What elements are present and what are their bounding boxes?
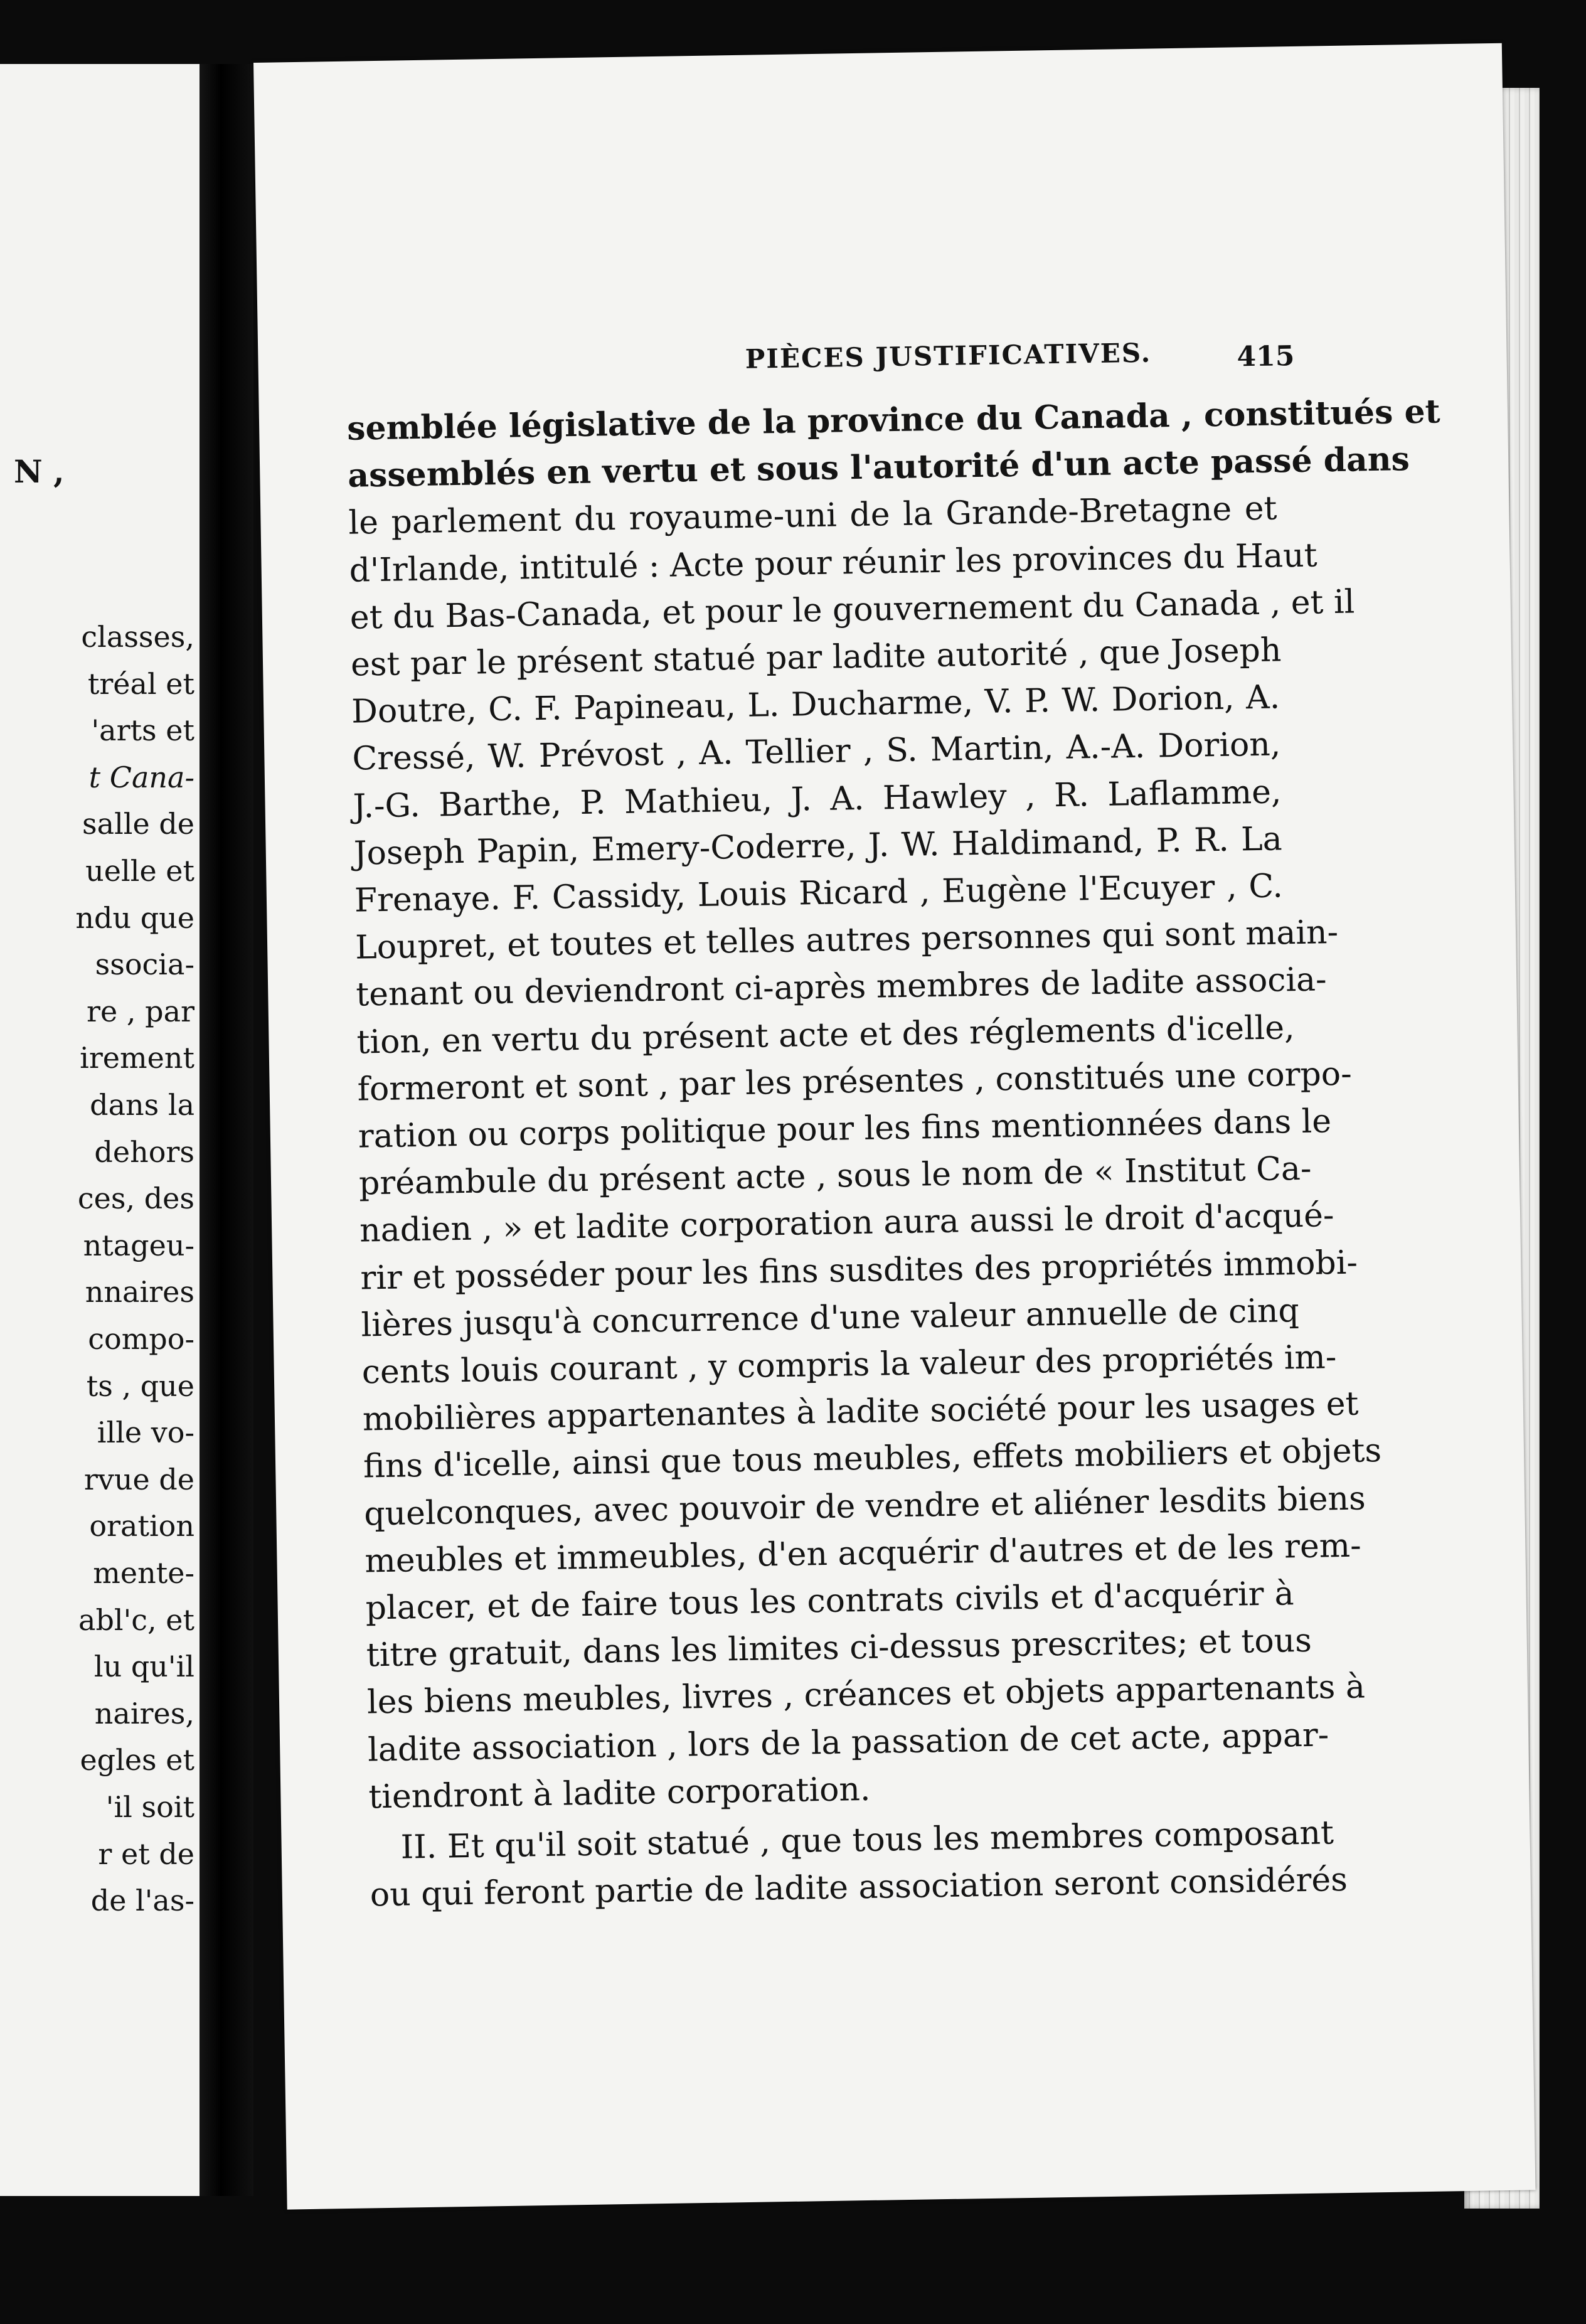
left-page-line: compo- — [88, 1322, 194, 1356]
left-page-line: classes, — [81, 620, 194, 654]
left-page-line: salle de — [82, 807, 194, 841]
left-page-line: dans la — [90, 1088, 194, 1122]
body-line: II. Et qu'il soit statué , que tous les membres composant — [400, 1814, 1334, 1867]
body-line: tion, en vertu du présent acte et des réglements d'icelle, — [356, 1008, 1296, 1062]
left-page-line: 'arts et — [91, 713, 194, 748]
left-page-line: re , par — [87, 994, 194, 1028]
body-line: ladite association , lors de la passation de cet acte, appar- — [367, 1716, 1329, 1769]
left-page-line: mente- — [93, 1556, 194, 1590]
body-line: formeront et sont , par les présentes , constitués une corpo- — [357, 1055, 1353, 1109]
body-line: le parlement du royaume-uni de la Grande-Bretagne et — [348, 489, 1277, 543]
body-line: et du Bas-Canada, et pour le gouvernement du Canada , et il — [349, 583, 1355, 637]
body-line: placer, et de faire tous les contrats civils et d'acquérir à — [365, 1575, 1295, 1628]
body-line: quelconques, avec pouvoir de vendre et aliéner lesdits biens — [363, 1479, 1366, 1533]
body-line: assemblés en vertu et sous l'autorité d'un acte passé dans — [347, 440, 1410, 495]
right-page — [253, 43, 1536, 2210]
left-page-line: ssocia- — [95, 947, 194, 982]
body-line: meubles et immeubles, d'en acquérir d'autres et de les rem- — [365, 1527, 1362, 1580]
left-page-line: dehors — [94, 1134, 194, 1169]
left-page-line: uelle et — [85, 854, 194, 888]
left-page-line: ndu que — [75, 900, 194, 935]
body-line: d'Irlande, intitulé : Acte pour réunir les provinces du Haut — [349, 536, 1317, 590]
running-head: PIÈCES JUSTIFICATIVES. — [745, 337, 1152, 375]
body-line: rir et posséder pour les fins susdites des propriétés immobi- — [359, 1244, 1358, 1298]
body-line: est par le présent statué par ladite autorité , que Joseph — [350, 631, 1282, 684]
body-line: Frenaye. F. Cassidy, Louis Ricard , Eugène l'Ecuyer , C. — [354, 867, 1284, 920]
left-page-line: 'il soit — [105, 1790, 194, 1824]
left-page-line: egles et — [80, 1743, 194, 1778]
body-line: semblée législative de la province du Canada , constitués et — [346, 392, 1441, 448]
body-line: Doutre, C. F. Papineau, L. Ducharme, V. P. W. Dorion, A. — [351, 678, 1280, 731]
left-page-line: oration — [89, 1509, 194, 1543]
book-gutter — [200, 64, 253, 2196]
left-page-line: ts , que — [86, 1368, 194, 1403]
body-line: Loupret, et toutes et telles autres personnes qui sont main- — [354, 914, 1339, 967]
body-line: Cressé, W. Prévost , A. Tellier , S. Martin, A.-A. Dorion, — [351, 725, 1281, 779]
left-page-stray-mark: N , — [14, 453, 65, 490]
left-page-line: nnaires — [85, 1275, 194, 1309]
body-line: mobilières appartenantes à ladite société pour les usages et — [362, 1385, 1359, 1439]
left-page — [0, 64, 200, 2196]
left-page-line: naires, — [94, 1696, 194, 1730]
left-page-line: tréal et — [87, 666, 194, 701]
body-line: J.-G. Barthe, P. Mathieu, J. A. Hawley , R. Laflamme, — [353, 773, 1282, 826]
left-page-line: irement — [80, 1041, 194, 1075]
body-line: tenant ou deviendront ci-après membres de ladite associa- — [355, 961, 1328, 1015]
left-page-line: t Cana- — [88, 760, 194, 794]
body-line: les biens meubles, livres , créances et objets appartenants à — [366, 1668, 1366, 1722]
body-line: fins d'icelle, ainsi que tous meubles, effets mobiliers et objets — [363, 1432, 1382, 1486]
left-page-line: lu qu'il — [93, 1650, 194, 1684]
body-line: ration ou corps politique pour les fins mentionnées dans le — [358, 1102, 1332, 1156]
body-line: tiendront à ladite corporation. — [368, 1770, 871, 1816]
page-number: 415 — [1237, 339, 1295, 373]
body-line: titre gratuit, dans les limites ci-dessus prescrites; et tous — [366, 1622, 1312, 1675]
left-page-line: ille vo- — [97, 1415, 194, 1450]
left-page-line: de l'as- — [90, 1884, 194, 1918]
body-line: lières jusqu'à concurrence d'une valeur annuelle de cinq — [361, 1291, 1300, 1345]
left-page-line: rvue de — [83, 1462, 194, 1496]
left-page-line: r et de — [98, 1836, 194, 1871]
body-line: nadien , » et ladite corporation aura aussi le droit d'acqué- — [359, 1197, 1334, 1250]
body-line: ou qui feront partie de ladite association seront considérés — [370, 1861, 1348, 1914]
body-line: Joseph Papin, Emery-Coderre, J. W. Haldimand, P. R. La — [353, 820, 1283, 873]
left-page-line: ntageu- — [83, 1228, 194, 1262]
body-line: préambule du présent acte , sous le nom de « Institut Ca- — [358, 1149, 1312, 1203]
body-line: cents louis courant , y compris la valeur des propriétés im- — [361, 1338, 1337, 1392]
left-page-line: abl'c, et — [78, 1602, 194, 1637]
left-page-line: ces, des — [77, 1181, 194, 1216]
